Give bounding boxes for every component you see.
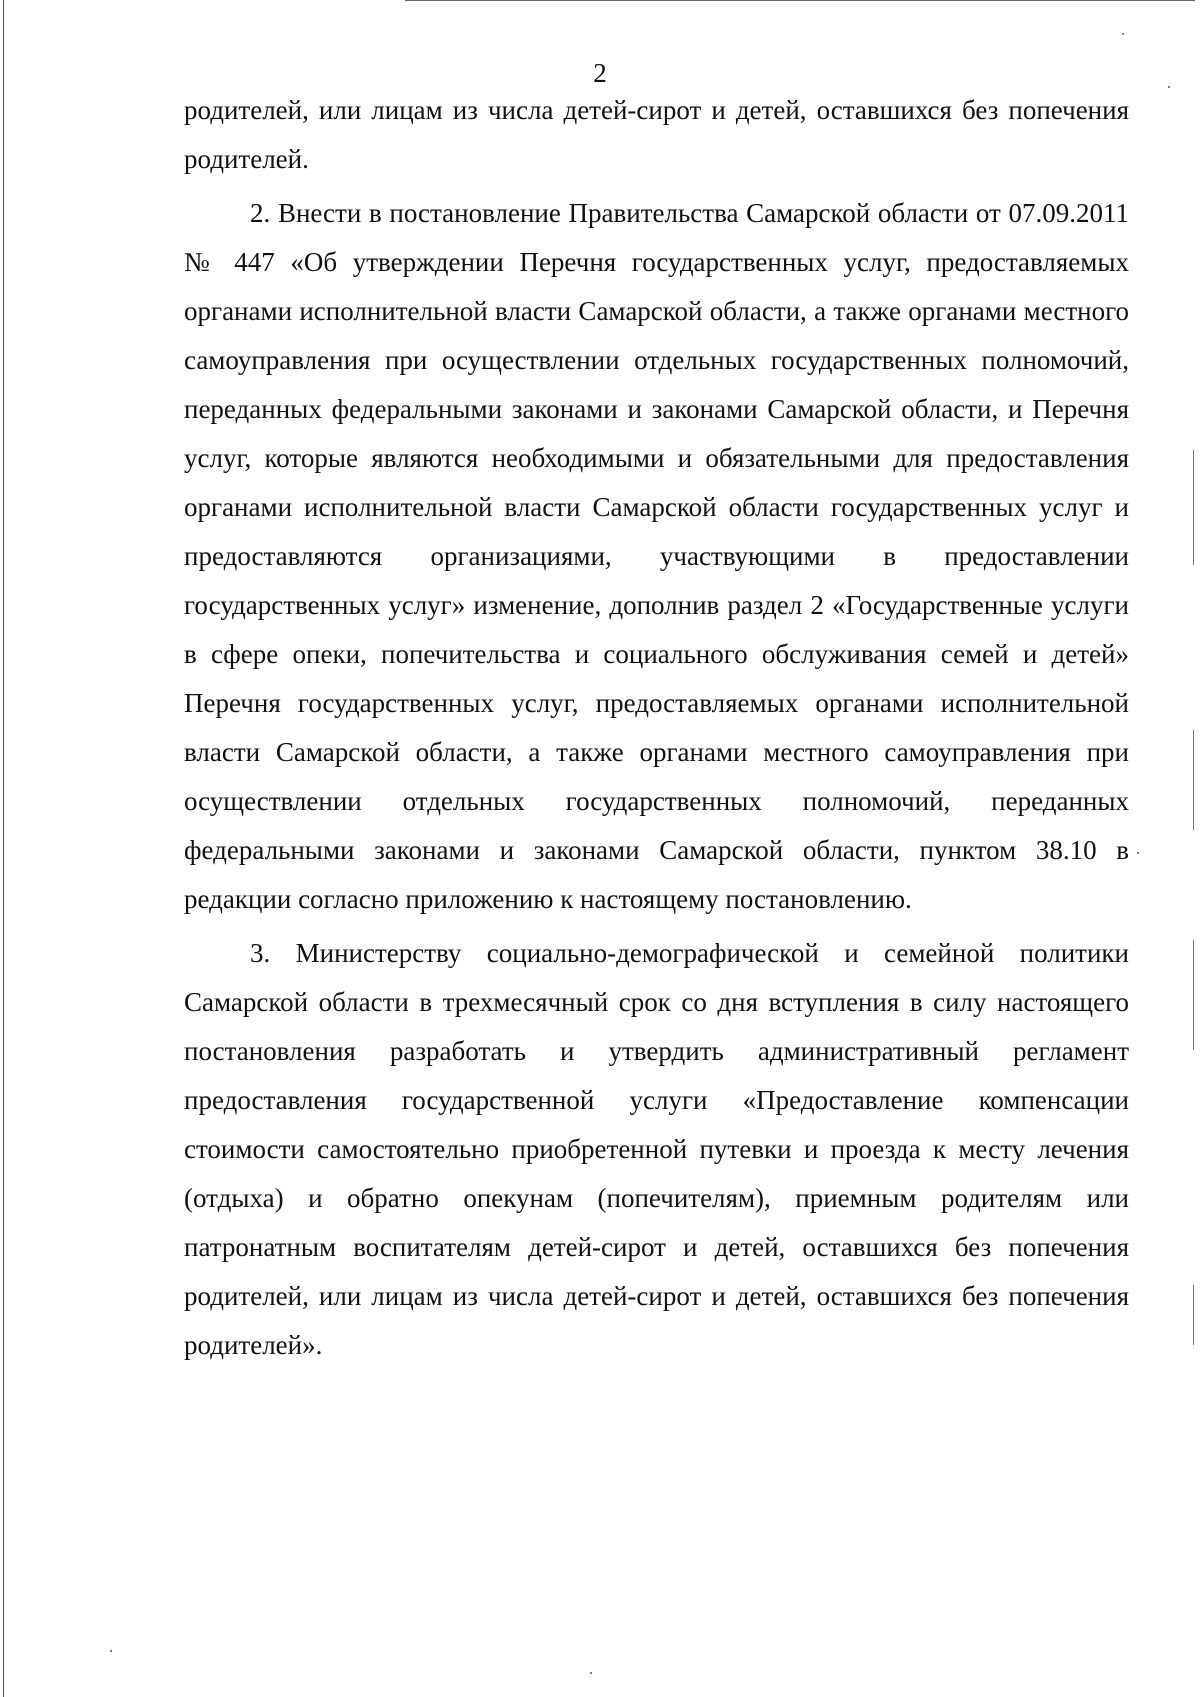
scan-speck bbox=[590, 1672, 592, 1674]
scan-edge-left bbox=[3, 0, 4, 1697]
paragraph-item-3: 3. Министерству социально-демографической и семейной политики Самарской области в трехмесячный срок со дня вступления в силу настоящего постановления разработать и утвердить административный регламент предоставления государственной услуги «Предоставление компенсации стоимости самостоятельно приобретенной путевки и проезда к месту лечения (отдыха) и обратно опекунам (попечителям), приемным родителям или патронатным воспитателям детей-сирот и детей, оставшихся без попечения родителей, или лицам из числа детей-сирот и детей, оставшихся без попечения родителей». bbox=[184, 938, 1129, 1360]
scan-mark-right bbox=[1193, 730, 1194, 830]
scan-edge-top bbox=[405, 0, 1195, 1]
paragraph-continuation: родителей, или лицам из числа детей-сирот и детей, оставшихся без попечения родителей. bbox=[184, 95, 1129, 174]
scan-mark-right bbox=[1193, 1285, 1194, 1345]
paragraph-item-2: 2. Внести в постановление Правительства Самарской области от 07.09.2011 № 447 «Об утверждении Перечня государственных услуг, предоставляемых органами исполнительной власти Самарской области, а также органами местного самоуправления при осуществлении отдельных государственных полномочий, переданных федеральными законами и законами Самарской области, и Перечня услуг, которые являются необходимыми и обязательными для предоставления органами исполнительной власти Самарской области государственных услуг и предоставляются организациями, участвующими в предоставлении государственных услуг» изменение, дополнив раздел 2 «Государственные услуги в сфере опеки, попечительства и социального обслуживания семей и детей» Перечня государственных услуг, предоставляемых органами исполнительной власти Самарской области, а также органами местного самоуправления при осуществлении отдельных государственных полномочий, переданных федеральными законами и законами Самарской области, пунктом 38.10 в редакции согласно приложению к настоящему постановлению. bbox=[184, 198, 1129, 914]
scan-mark-right bbox=[1193, 450, 1194, 565]
page-number: 2 bbox=[593, 58, 607, 88]
document-body bbox=[184, 86, 1129, 1375]
scan-speck bbox=[110, 1650, 112, 1652]
scan-speck bbox=[1122, 33, 1124, 35]
scan-speck bbox=[1137, 852, 1139, 854]
scan-mark-right bbox=[1193, 940, 1194, 1050]
